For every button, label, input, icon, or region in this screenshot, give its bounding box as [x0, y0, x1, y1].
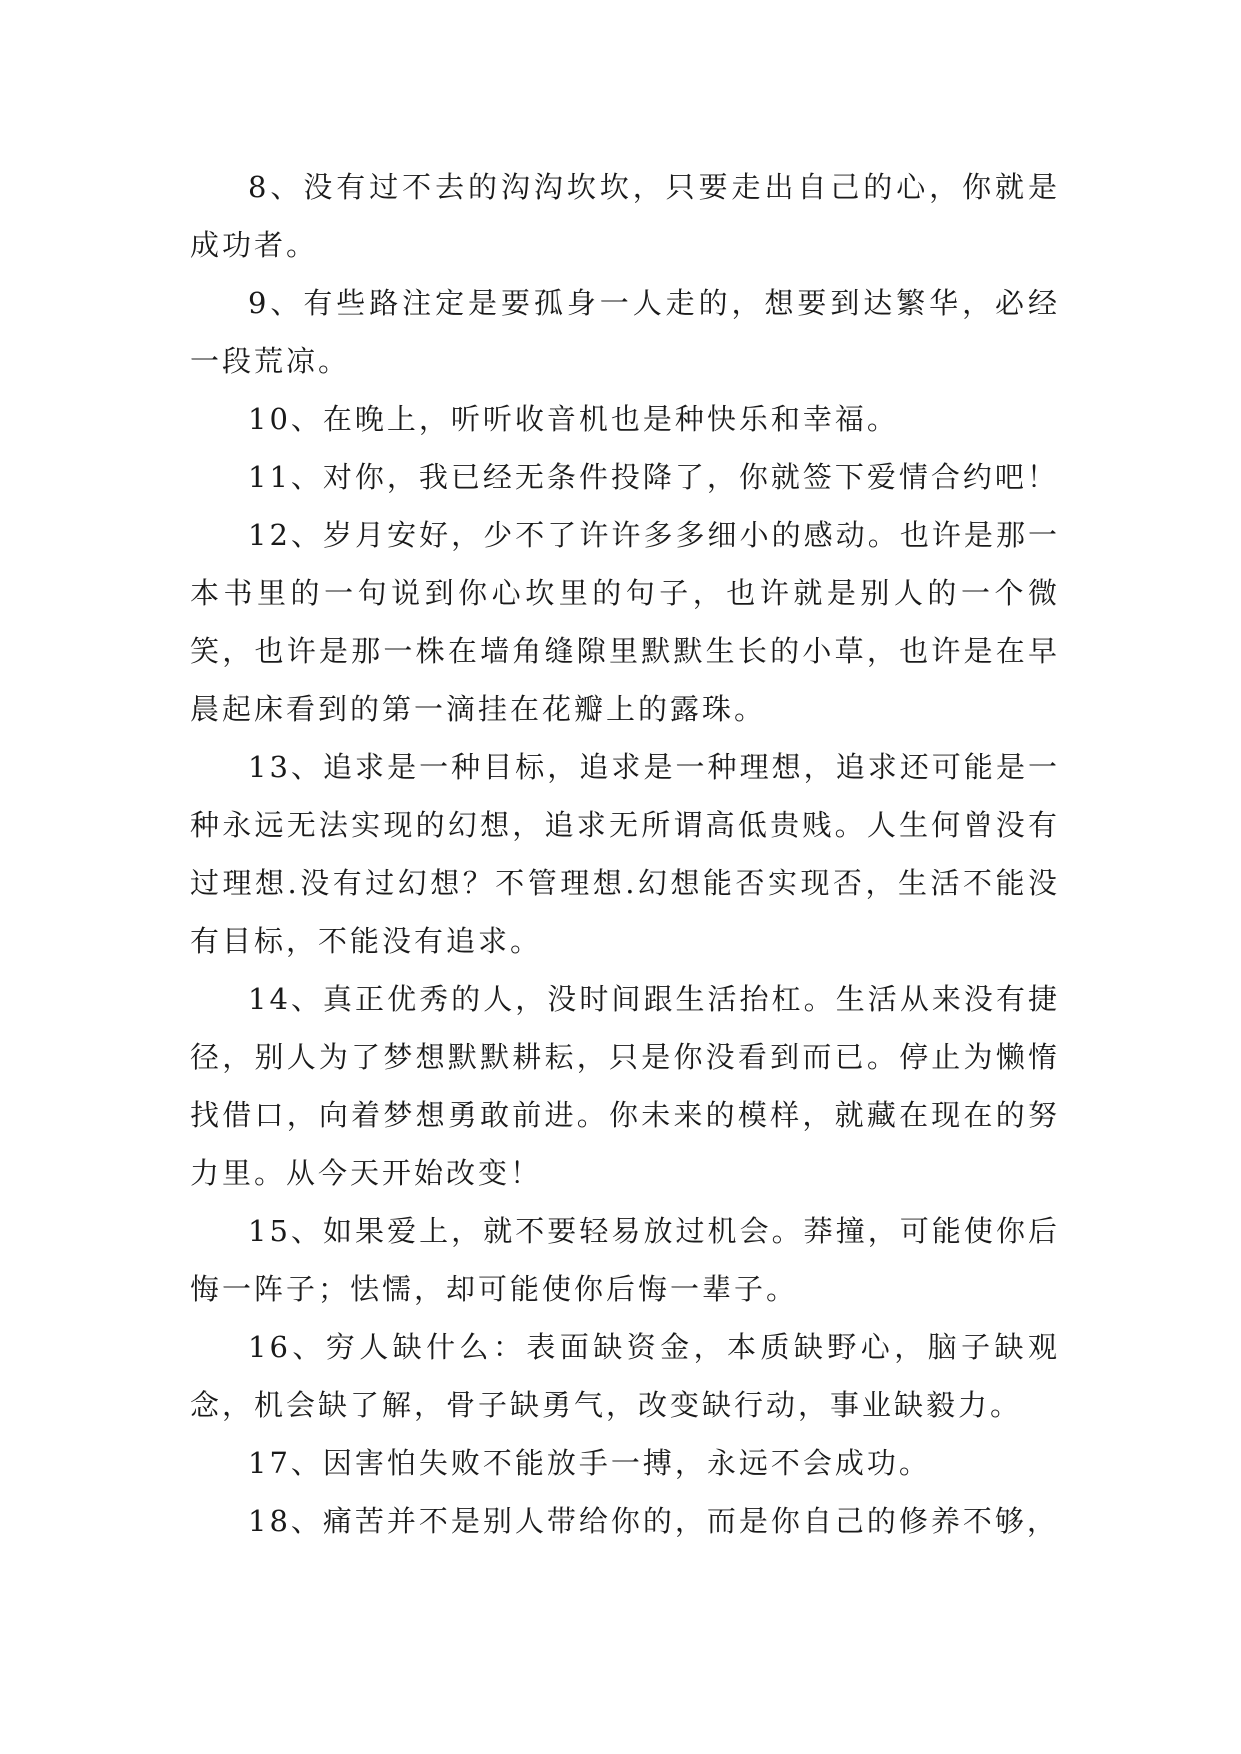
paragraph-10: 10、在晚上，听听收音机也是种快乐和幸福。: [248, 402, 899, 436]
paragraph-9: 9、有些路注定是要孤身一人走的，想要到达繁华，必经一段荒凉。: [190, 286, 1060, 378]
paragraph-11: 11、对你，我已经无条件投降了，你就签下爱情合约吧！: [248, 460, 1059, 494]
paragraph-13: 13、追求是一种目标，追求是一种理想，追求还可能是一种永远无法实现的幻想，追求无所谓高低贵贱。人生何曾没有过理想.没有过幻想？不管理想.幻想能否实现否，生活不能没有目标，不能没有追求。: [190, 750, 1060, 958]
paragraph-15: 15、如果爱上，就不要轻易放过机会。莽撞，可能使你后悔一阵子；怯懦，却可能使你后悔一辈子。: [190, 1214, 1060, 1306]
paragraph-8: 8、没有过不去的沟沟坎坎，只要走出自己的心，你就是成功者。: [190, 170, 1060, 262]
paragraph-12: 12、岁月安好，少不了许许多多细小的感动。也许是那一本书里的一句说到你心坎里的句子，也许就是别人的一个微笑，也许是那一株在墙角缝隙里默默生长的小草，也许是在早晨起床看到的第一滴挂在花瓣上的露珠。: [190, 518, 1060, 726]
paragraph-17: 17、因害怕失败不能放手一搏，永远不会成功。: [248, 1446, 931, 1480]
document-body: [190, 158, 1060, 1550]
paragraph-14: 14、真正优秀的人，没时间跟生活抬杠。生活从来没有捷径，别人为了梦想默默耕耘，只是你没看到而已。停止为懒惰找借口，向着梦想勇敢前进。你未来的模样，就藏在现在的努力里。从今天开始改变！: [190, 982, 1060, 1190]
paragraph-16: 16、穷人缺什么：表面缺资金，本质缺野心，脑子缺观念，机会缺了解，骨子缺勇气，改变缺行动，事业缺毅力。: [190, 1330, 1060, 1422]
paragraph-18: 18、痛苦并不是别人带给你的，而是你自己的修养不够，: [248, 1504, 1059, 1538]
